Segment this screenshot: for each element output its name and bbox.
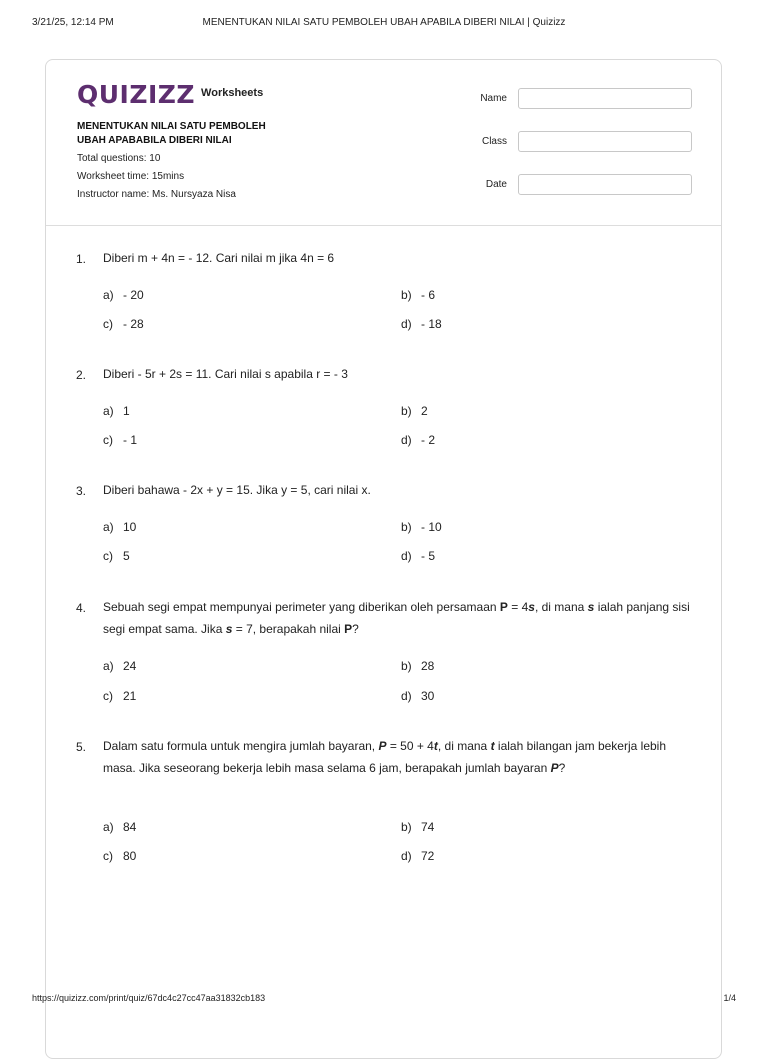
question-text: Diberi bahawa - 2x + y = 15. Jika y = 5, cari nilai x. (103, 483, 371, 497)
option-letter: b) (401, 820, 412, 834)
option-c (103, 689, 136, 703)
option-letter: a) (103, 820, 114, 834)
var-s: s (587, 600, 595, 614)
option-b (401, 288, 435, 302)
option-a (103, 404, 130, 418)
var-P: P (499, 600, 508, 614)
option-text: - 1 (123, 433, 138, 447)
option-letter: d) (401, 689, 412, 703)
option-text: 10 (123, 520, 137, 534)
option-letter: d) (401, 549, 412, 563)
option-letter: b) (401, 404, 412, 418)
option-text: 72 (421, 849, 435, 863)
option-letter: d) (401, 849, 412, 863)
name-input[interactable] (518, 88, 692, 109)
option-text: 5 (123, 549, 130, 563)
option-letter: d) (401, 317, 412, 331)
page-url: https://quizizz.com/print/quiz/67dc4c27cc47aa31832cb183 (32, 993, 266, 1003)
option-text: 1 (123, 404, 130, 418)
option-b (401, 659, 434, 673)
option-text: - 18 (421, 317, 442, 331)
option-text: 30 (421, 689, 435, 703)
worksheet-header (46, 60, 721, 226)
option-text: 24 (123, 659, 137, 673)
question-number: 1. (76, 252, 87, 266)
option-c (103, 317, 144, 331)
option-text: - 2 (421, 433, 436, 447)
option-text: 2 (421, 404, 428, 418)
option-d (401, 689, 434, 703)
option-a (103, 659, 136, 673)
option-d (401, 317, 442, 331)
var-P: P (344, 622, 353, 636)
class-label: Class (481, 136, 507, 147)
option-text: - 20 (123, 288, 144, 302)
print-timestamp: 3/21/25, 12:14 PM (32, 17, 114, 28)
var-s: s (528, 600, 535, 614)
question-text: Sebuah segi empat mempunyai perimeter yang diberikan oleh persamaan P = 4s, di mana s ialah panjang sisi segi empat sama. Jika s = 7, berapakah nilai P? (103, 600, 690, 636)
option-text: 80 (123, 849, 137, 863)
option-b (401, 404, 428, 418)
worksheets-label: Worksheets (201, 87, 264, 99)
option-text: - 10 (421, 520, 442, 534)
var-P: P (378, 739, 387, 753)
option-text: - 28 (123, 317, 144, 331)
question-number: 5. (76, 740, 87, 754)
option-a (103, 520, 136, 534)
option-letter: c) (103, 549, 113, 563)
date-label: Date (485, 179, 507, 190)
option-text: 21 (123, 689, 137, 703)
option-letter: a) (103, 288, 114, 302)
name-field-group (462, 88, 692, 111)
option-a (103, 820, 136, 834)
instructor-name: Instructor name: Ms. Nursyaza Nisa (77, 189, 236, 200)
print-header (32, 17, 736, 31)
print-footer (32, 993, 736, 1007)
quizizz-logo: QUIZIZZ (77, 79, 196, 109)
class-input[interactable] (518, 131, 692, 152)
question-text: Diberi m + 4n = - 12. Cari nilai m jika 4n = 6 (103, 251, 335, 265)
option-c (103, 549, 130, 563)
option-d (401, 849, 434, 863)
print-page-title: MENENTUKAN NILAI SATU PEMBOLEH UBAH APABILA DIBERI NILAI | Quizizz (202, 17, 566, 28)
date-input[interactable] (518, 174, 692, 195)
question-number: 4. (76, 601, 87, 615)
option-text: - 6 (421, 288, 436, 302)
option-letter: c) (103, 849, 113, 863)
option-text: 74 (421, 820, 435, 834)
option-letter: c) (103, 689, 113, 703)
worksheet-title-line-1: MENENTUKAN NILAI SATU PEMBOLEH (77, 121, 266, 132)
option-c (103, 433, 137, 447)
option-b (401, 520, 442, 534)
worksheet-title-line-2: UBAH APABABILA DIBERI NILAI (77, 135, 232, 146)
option-letter: a) (103, 520, 114, 534)
option-letter: c) (103, 317, 113, 331)
option-letter: b) (401, 659, 412, 673)
question-text: Diberi - 5r + 2s = 11. Cari nilai s apabila r = - 3 (103, 367, 348, 381)
option-d (401, 433, 435, 447)
question-text: Dalam satu formula untuk mengira jumlah bayaran, P = 50 + 4t, di mana t ialah bilangan jam bekerja lebih masa. Jika seseorang bekerja lebih masa selama 6 jam, berapakah jumlah bayaran P? (103, 739, 667, 775)
worksheet-card (45, 59, 722, 1059)
option-letter: a) (103, 659, 114, 673)
option-letter: b) (401, 288, 412, 302)
var-t: t (433, 739, 438, 753)
worksheet-time: Worksheet time: 15mins (77, 171, 185, 182)
option-c (103, 849, 136, 863)
option-text: 84 (123, 820, 137, 834)
option-text: 28 (421, 659, 435, 673)
name-label: Name (480, 93, 507, 104)
option-letter: a) (103, 404, 114, 418)
option-letter: b) (401, 520, 412, 534)
total-questions: Total questions: 10 (77, 153, 161, 164)
var-P: P (550, 761, 559, 775)
var-s: s (225, 622, 233, 636)
date-field-group (462, 174, 692, 197)
option-d (401, 549, 435, 563)
worksheet-title (77, 120, 317, 148)
option-letter: d) (401, 433, 412, 447)
class-field-group (462, 131, 692, 154)
question-number: 3. (76, 484, 87, 498)
question-number: 2. (76, 368, 87, 382)
brand (77, 80, 263, 108)
option-b (401, 820, 434, 834)
option-letter: c) (103, 433, 113, 447)
option-a (103, 288, 144, 302)
option-text: - 5 (421, 549, 436, 563)
page-number: 1/4 (723, 993, 736, 1003)
var-t: t (490, 739, 495, 753)
